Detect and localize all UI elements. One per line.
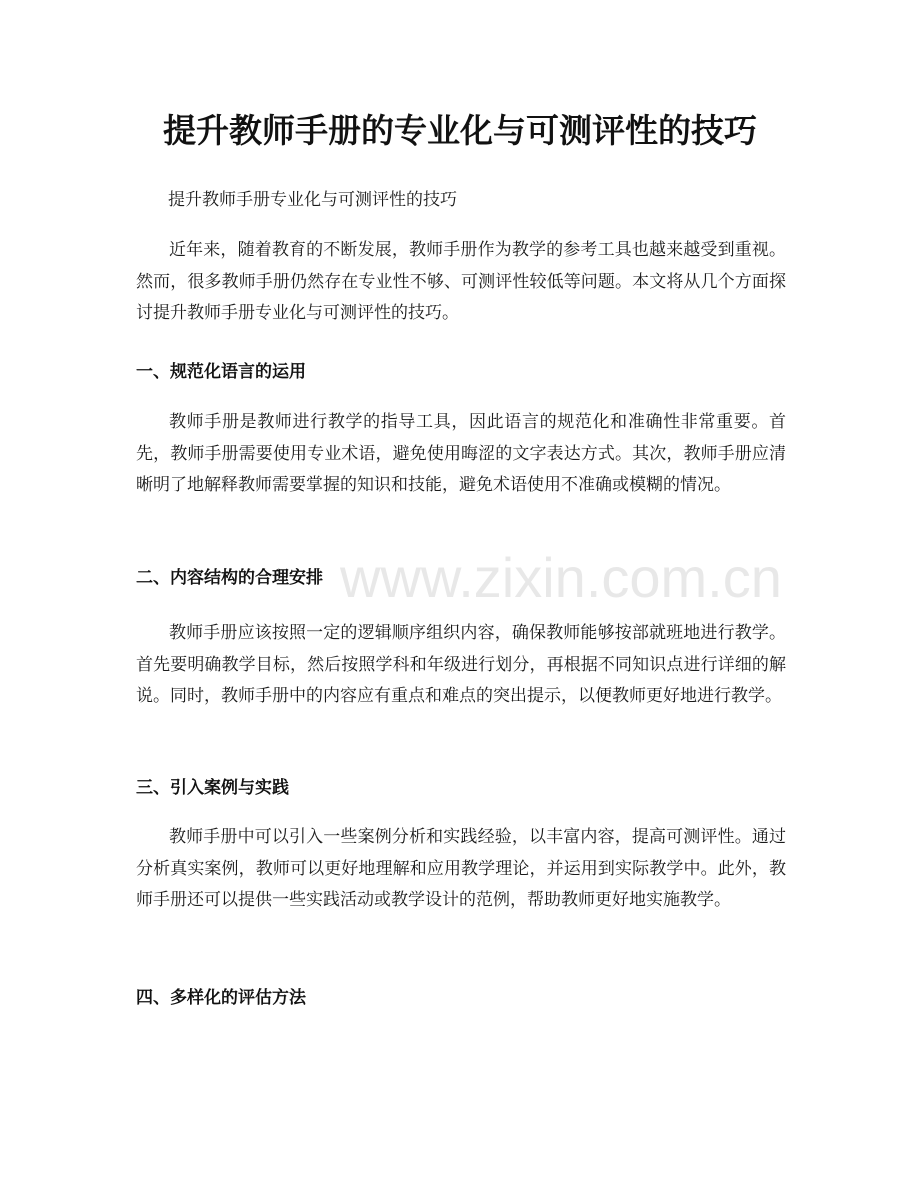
document-title: 提升教师手册的专业化与可测评性的技巧 bbox=[163, 111, 757, 150]
section-heading-3: 三、引入案例与实践 bbox=[136, 778, 289, 798]
section-heading-1: 一、规范化语言的运用 bbox=[136, 362, 306, 382]
watermark: www.zixin.com.cn bbox=[340, 546, 782, 609]
section-heading-4: 四、多样化的评估方法 bbox=[136, 988, 306, 1008]
section-heading-2: 二、内容结构的合理安排 bbox=[136, 568, 323, 588]
section-body-2: 教师手册应该按照一定的逻辑顺序组织内容，确保教师能够按部就班地进行教学。首先要明确教学目标，然后按照学科和年级进行划分，再根据不同知识点进行详细的解说。同时，教师手册中的内容应有重点和难点的突出提示，以便教师更好地进行教学。 bbox=[136, 623, 786, 706]
document-subtitle: 提升教师手册专业化与可测评性的技巧 bbox=[168, 190, 457, 210]
section-body-3: 教师手册中可以引入一些案例分析和实践经验，以丰富内容，提高可测评性。通过分析真实案例，教师可以更好地理解和应用教学理论，并运用到实际教学中。此外，教师手册还可以提供一些实践活动或教学设计的范例，帮助教师更好地实施教学。 bbox=[136, 827, 786, 910]
intro-paragraph: 近年来，随着教育的不断发展，教师手册作为教学的参考工具也越来越受到重视。然而，很多教师手册仍然存在专业性不够、可测评性较低等问题。本文将从几个方面探讨提升教师手册专业化与可测评性的技巧。 bbox=[136, 240, 786, 323]
section-body-1: 教师手册是教师进行教学的指导工具，因此语言的规范化和准确性非常重要。首先，教师手册需要使用专业术语，避免使用晦涩的文字表达方式。其次，教师手册应清晰明了地解释教师需要掌握的知识和技能，避免术语使用不准确或模糊的情况。 bbox=[136, 412, 786, 495]
